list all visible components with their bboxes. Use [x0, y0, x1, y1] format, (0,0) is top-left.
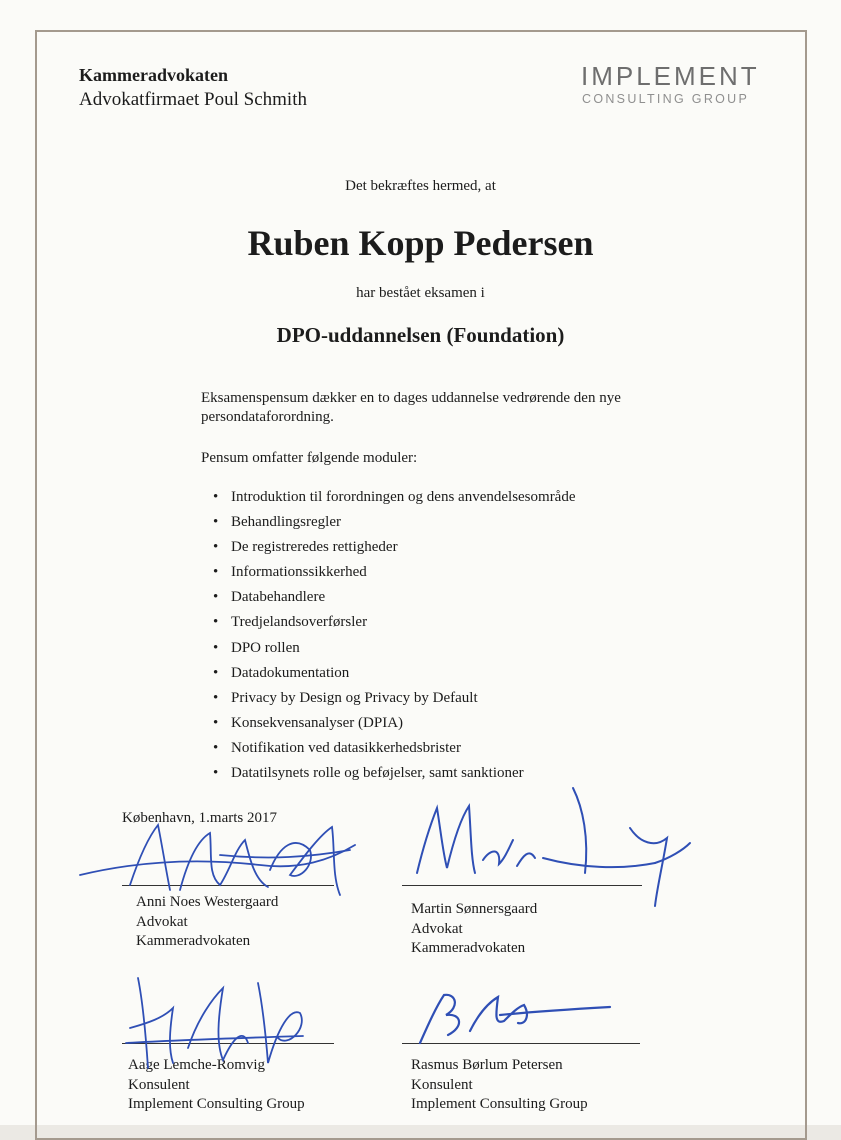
handwritten-signature: [70, 815, 370, 905]
signatory-block: [411, 1056, 588, 1115]
signatory-title: Konsulent: [128, 1076, 190, 1093]
handwritten-signature: [400, 985, 620, 1055]
module-item: • DPO rollen: [213, 638, 576, 663]
module-list: [213, 487, 576, 788]
module-item: • Notifikation ved datasikkerhedsbrister: [213, 738, 576, 763]
signatory-org: Implement Consulting Group: [128, 1096, 305, 1112]
module-item: • Behandlingsregler: [213, 512, 576, 537]
module-item: • Datatilsynets rolle og beføjelser, samt sanktioner: [213, 763, 576, 788]
passed-text: har bestået eksamen i: [356, 285, 485, 301]
module-item: • Privacy by Design og Privacy by Default: [213, 688, 576, 713]
exam-description: Eksamenspensum dækker en to dages uddannelse vedrørende den nye persondataforordning.: [201, 390, 621, 425]
handwritten-signature: [118, 968, 318, 1078]
implement-logo-text: IMPLEMENT: [581, 61, 760, 91]
module-item: • Tredjelandsoverførsler: [213, 612, 576, 637]
signatory-name: Martin Sønnersgaard: [411, 901, 538, 917]
modules-intro: Pensum omfatter følgende moduler:: [201, 450, 418, 466]
implement-logo-subtitle: CONSULTING GROUP: [582, 92, 750, 106]
module-item: • Konsekvensanalyser (DPIA): [213, 713, 576, 738]
signatory-name: Aage Lemche-Romvig: [128, 1057, 266, 1073]
organization-subtitle: Advokatfirmaet Poul Schmith: [79, 89, 307, 110]
place-date: København, 1.marts 2017: [122, 810, 277, 826]
course-title: DPO-uddannelsen (Foundation): [276, 323, 565, 347]
module-item: • Datadokumentation: [213, 663, 576, 688]
organization-name: Kammeradvokaten: [79, 65, 228, 85]
signatory-title: Advokat: [411, 920, 463, 937]
module-item: • Databehandlere: [213, 587, 576, 612]
module-item: • Informationssikkerhed: [213, 562, 576, 587]
module-item: • Introduktion til forordningen og dens anvendelsesområde: [213, 487, 576, 512]
signatory-title: Konsulent: [411, 1076, 473, 1093]
signatory-org: Kammeradvokaten: [411, 940, 526, 956]
signatory-org: Implement Consulting Group: [411, 1096, 588, 1112]
signatory-org: Kammeradvokaten: [136, 933, 251, 949]
signatory-title: Advokat: [136, 913, 188, 930]
signatory-name: Rasmus Børlum Petersen: [411, 1057, 563, 1073]
signatory-name: Anni Noes Westergaard: [136, 894, 279, 910]
module-item: • De registreredes rettigheder: [213, 537, 576, 562]
recipient-name: Ruben Kopp Pedersen: [247, 223, 594, 263]
certificate-intro: Det bekræftes hermed, at: [345, 178, 496, 194]
handwritten-signature: [405, 778, 695, 913]
